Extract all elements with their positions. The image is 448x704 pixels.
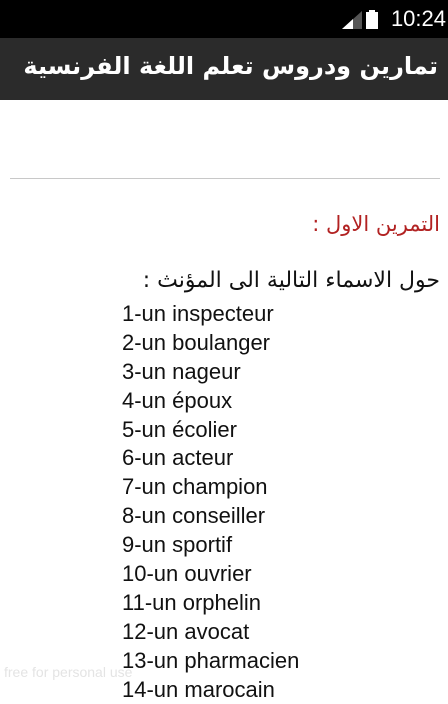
status-bar [0,0,448,38]
list-item: 3-un nageur [122,358,241,384]
list-item: 10-un ouvrier [122,561,252,587]
list-item: 14-un marocain [122,676,275,702]
list-item: 2-un boulanger [122,329,271,355]
list-item: 11-un orphelin [122,589,262,615]
exercise-title: التمرين الاول : [312,212,440,236]
status-icons [342,10,378,29]
exercise-instruction: حول الاسماء التالية الى المؤنث : [142,268,440,293]
list-item: 1-un inspecteur [122,301,274,326]
word-list [122,300,299,704]
list-item: 6-un acteur [122,445,234,471]
status-time: 10:24 [390,6,446,31]
list-item: 13-un pharmacien [122,647,300,673]
watermark: free for personal use [4,664,133,680]
battery-icon [366,10,378,29]
list-item: 8-un conseiller [122,503,266,529]
signal-icon [342,11,362,29]
list-item: 9-un sportif [122,532,233,558]
list-item: 7-un champion [122,474,268,500]
app-title: تمارين ودروس تعلم اللغة الفرنسية [23,52,438,80]
list-item: 4-un époux [122,387,233,413]
divider [10,178,440,179]
action-bar [0,38,448,100]
list-item: 12-un avocat [122,618,250,644]
list-item: 5-un écolier [122,416,237,442]
